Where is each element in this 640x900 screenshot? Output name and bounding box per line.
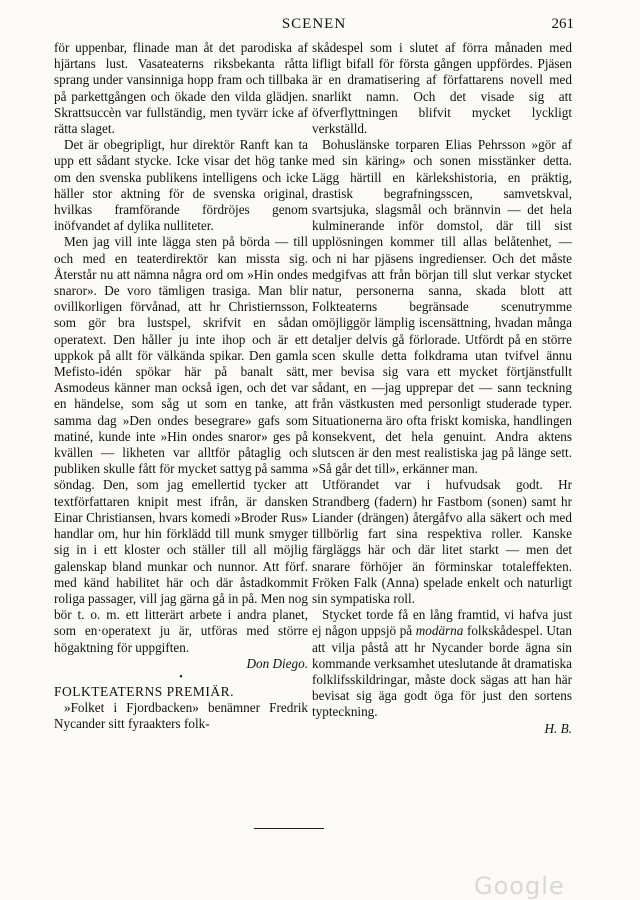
end-rule [254, 828, 324, 829]
paragraph: Utförandet var i hufvudsak godt. Hr Strandberg (fadern) hr Fastbom (sonen) samt hr Liander (drängen) återgåfvo alla säkert och med tillbörlig fart sina respektiva roller. Kanske färgläggs här och där litet starkt — men det snarare förhöjer än förminskar totaleffekten. Fröken Falk (Anna) spelade enkelt och naturligt sin sympatiska roll. [312, 477, 572, 606]
left-column [54, 40, 308, 733]
paragraph: Det är obegripligt, hur direktör Ranft kan ta upp ett sådant stycke. Icke visar det hög tanke om den svenska publikens intelligens och icke häller stor aktning för de svenska original, hvilkas framförande fördröjes genom inöfvandet af dylika nulliteter. [54, 137, 308, 234]
text-run: folkskådespel. Utan att vilja påstå att hr Nycander borde ägna sin kommande verksamhet uteslutande åt dramatiska folklifsskildringar, måste dock sägas att han här bevisat sig äga godt öga för just den sortens typteckning. [312, 623, 573, 720]
paragraph: för uppenbar, flinade man åt det parodiska af hjärtans lust. Vasateaterns riksbekanta råtta sprang under vansinniga hopp fram och tillbaka på parkettgången och ökade den vilda glädjen. Skrattsuccèn var fullständig, men tyvärr icke af rätta slaget. [54, 40, 308, 137]
page-number: 261 [551, 16, 574, 32]
paragraph: »Folket i Fjordbacken» benämner Fredrik Nycander sitt fyraakters folk- [54, 700, 308, 732]
italic-word: modärna [415, 623, 464, 639]
watermark: Google [474, 872, 565, 900]
paragraph [312, 607, 572, 720]
section-separator: • [179, 671, 183, 683]
right-column [312, 40, 572, 737]
text-run: Stycket torde få en lång framtid, vi hafva just ej någon uppsjö på [312, 607, 572, 639]
running-title: SCENEN [281, 16, 347, 32]
section-title: FOLKTEATERNS PREMIÄR. [54, 683, 235, 699]
paragraph: skådespel som i slutet af förra månaden med lifligt bifall för första gången uppfördes. Pjäsen är en dramatisering af författarens novell med snarlikt namn. Och det visade sig att öfverflyttningen blifvit mycket lyckligt verkställd. [312, 40, 572, 137]
signature: H. B. [544, 720, 572, 736]
paragraph: Bohuslänske torparen Elias Pehrsson »gör af med sin käring» och sonen misstänker detta. Lägg härtill en kärlekshistoria, en präktig, drastisk begrafningsscen, samvetskval, svartsjuka, slagsmål och brännvin — det hela kulminerande inför domstol, där till sist upplösningen kommer till allas belåtenhet, — och ni har pjäsens ingredienser. Och det måste medgifvas att från början till slut verkar stycket natur, personerna sanna, skada blott att Folkteaterns begränsade scenutrymme omöjliggör lämplig iscensättning, hvadan många detaljer delvis gå förlorade. Utfördt på en större scen skulle detta folkdrama utan tvifvel ännu mer bevisa sig vara ett mycket förtjänstfullt sådant, en —jag upprepar det — sann teckning från västkusten med personligt studerade typer. Situationerna äro ofta friskt komiska, handlingen konsekvent, det hela genuint. Andra aktens slutscen är den mest realistiska jag på länge sett. »Så går det till», erkänner man. [312, 137, 572, 477]
page-header [54, 16, 574, 36]
paragraph: Men jag vill inte lägga sten på börda — till och med en teaterdirektör kan missta sig. Återstår nu att nämna några ord om »Hin ondes snaror». De voro tämligen trasiga. Man blir ovillkorligen förvånad, att hr Christiernsson, som gör bra lustspel, skrifvit en sådan operatext. Den håller ju inte ihop och är ett uppkok på allt för välkända spikar. Den gamla Mefisto-idén spökar här på banalt sätt, Asmodeus känner man också igen, och det var en händelse, som såg ut som en tanke, att samma dag »Den ondes besegrare» gafs som matiné, kunde inte »Hin ondes snaror» ges på kvällen — likheten var alltför påtaglig och publiken skulle fått för mycket sattyg på samma söndag. Den, som jag emellertid tycker att textförfattaren knipit mest ifrån, är dansken Einar Christiansen, hvars komedi »Broder Rus» handlar om, hur hin förklädd till munk smyger sig in i ett kloster och ställer till all möjlig galenskap bland munkar och nunnor. Att förf. med känd habilitet här och där åstadkommit roliga passager, vill jag gärna gå in på. Men nog bör t. o. m. ett litterärt arbete i andra planet, som en·operatext ju är, utföras med större högaktning för uppgiften. [54, 234, 308, 655]
signature: Don Diego. [246, 655, 308, 671]
